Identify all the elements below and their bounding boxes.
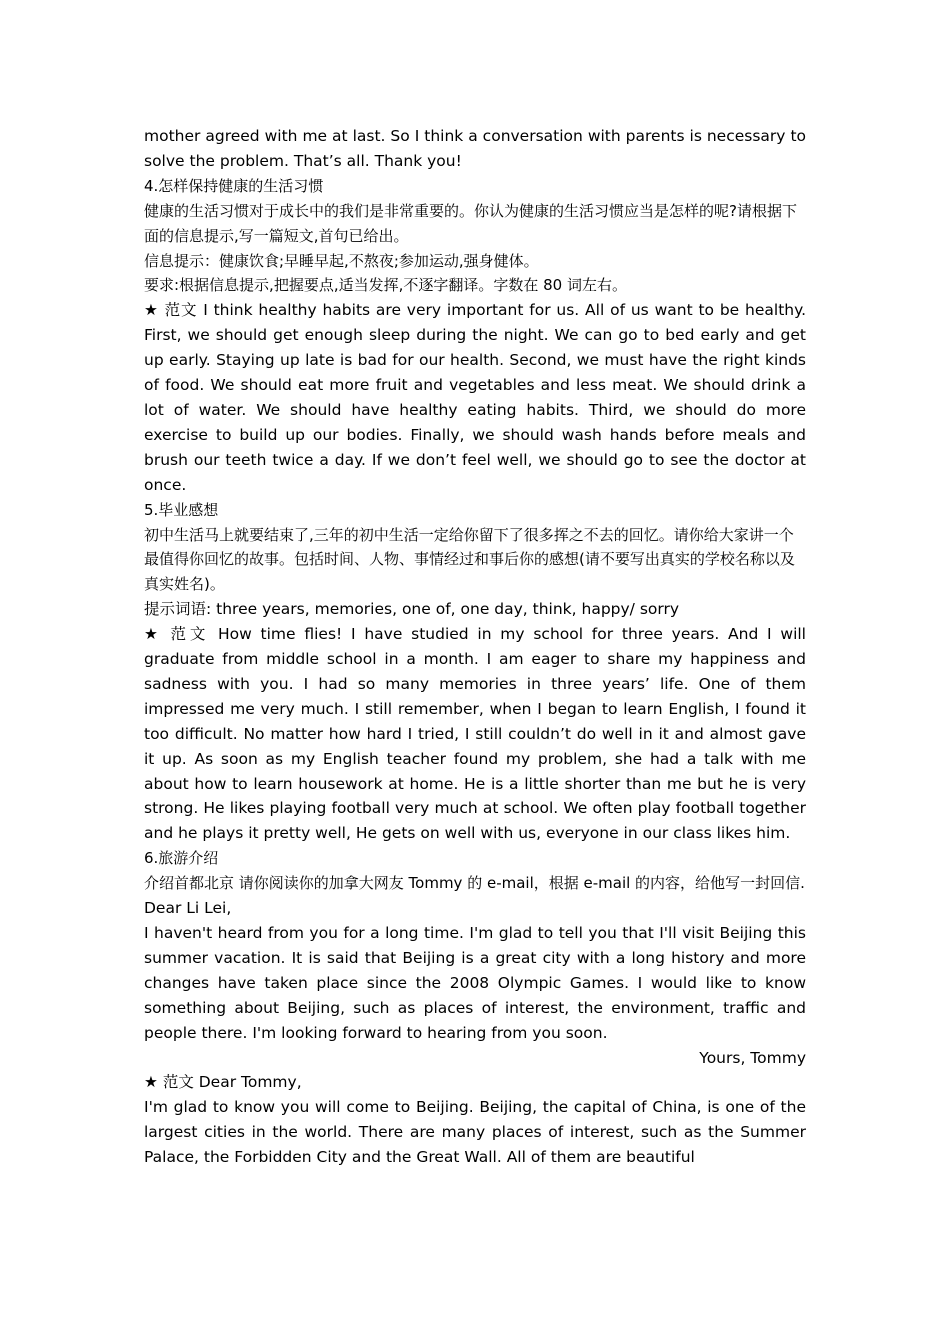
paragraph-hint-words: 提示词语: three years, memories, one of, one day, think, happy/ sorry <box>144 600 680 619</box>
paragraph-travel-prompt: 介绍首都北京 请你阅读你的加拿大网友 Tommy 的 e-mail，根据 e-mail 的内容，给他写一封回信. <box>144 874 805 893</box>
letter-signature: Yours, Tommy <box>699 1048 806 1067</box>
section-heading-healthy-habits: 4.怎样保持健康的生活习惯 <box>144 176 324 195</box>
paragraph-healthy-habits-prompt: 健康的生活习惯对于成长中的我们是非常重要的。你认为健康的生活习惯应当是怎样的呢?请根据下面的信息提示,写一篇短文,首句已给出。 <box>144 201 797 245</box>
section-heading-travel: 6.旅游介绍 <box>144 849 219 868</box>
paragraph-info-hints: 信息提示：健康饮食;早睡早起,不熬夜;参加运动,强身健体。 <box>144 251 539 270</box>
letter-body: I haven't heard from you for a long time. I'm glad to tell you that I'll visit Beijing this summer vacation. It is said that Beijing is a great city with a long history and more changes have taken place since the 2008 Olympic Games. I would like to know something about Beijing, such as places of interest, the environment, traffic and people there. I'm looking forward to hearing from you soon. <box>144 924 806 1042</box>
document-page <box>144 124 806 1170</box>
paragraph-conversation-ending: mother agreed with me at last. So I think a conversation with parents is necessary to solve the problem. That’s all. Thank you! <box>144 127 806 170</box>
paragraph-requirements: 要求:根据信息提示,把握要点,适当发挥,不逐字翻译。字数在 80 词左右。 <box>144 276 627 295</box>
section-heading-graduation: 5.毕业感想 <box>144 500 219 519</box>
sample-reply-body: I'm glad to know you will come to Beijing. Beijing, the capital of China, is one of the largest cities in the world. There are many places of interest, such as the Summer Palace, the Forbidden City and the Great Wall. All of them are beautiful <box>144 1098 806 1167</box>
letter-salutation: Dear Li Lei, <box>144 899 232 918</box>
sample-reply-salutation: ★ 范文 Dear Tommy, <box>144 1073 302 1092</box>
paragraph-graduation-prompt: 初中生活马上就要结束了,三年的初中生活一定给你留下了很多挥之不去的回忆。请你给大家讲一个最值得你回忆的故事。包括时间、人物、事情经过和事后你的感想(请不要写出真实的学校名称以及真实姓名)。 <box>144 525 795 594</box>
paragraph-sample-essay-graduation: ★ 范文 How time flies! I have studied in my school for three years. And I will graduate from middle school in a month. I am eager to share my happiness and sadness with you. I had so many memories in three years’ life. One of them impressed me very much. I still remember, when I began to learn English, I found it too difficult. No matter how hard I tried, I still couldn’t do well in it and almost gave it up. As soon as my English teacher found my problem, she had a talk with me about how to learn housework at home. He is a little shorter than me but he is very strong. He likes playing football very much at school. We often play football together and he plays it pretty well, He gets on well with us, everyone in our class likes him. <box>144 625 806 843</box>
paragraph-sample-essay-healthy-habits: ★ 范文 I think healthy habits are very important for us. All of us want to be healthy. First, we should get enough sleep during the night. We can go to bed early and get up early. Staying up late is bad for our health. Second, we must have the right kinds of food. We should eat more fruit and vegetables and less meat. We should drink a lot of water. We should have healthy eating habits. Third, we should do more exercise to build up our bodies. Finally, we should wash hands before meals and brush our teeth twice a day. If we don’t feel well, we should go to see the doctor at once. <box>144 301 806 494</box>
